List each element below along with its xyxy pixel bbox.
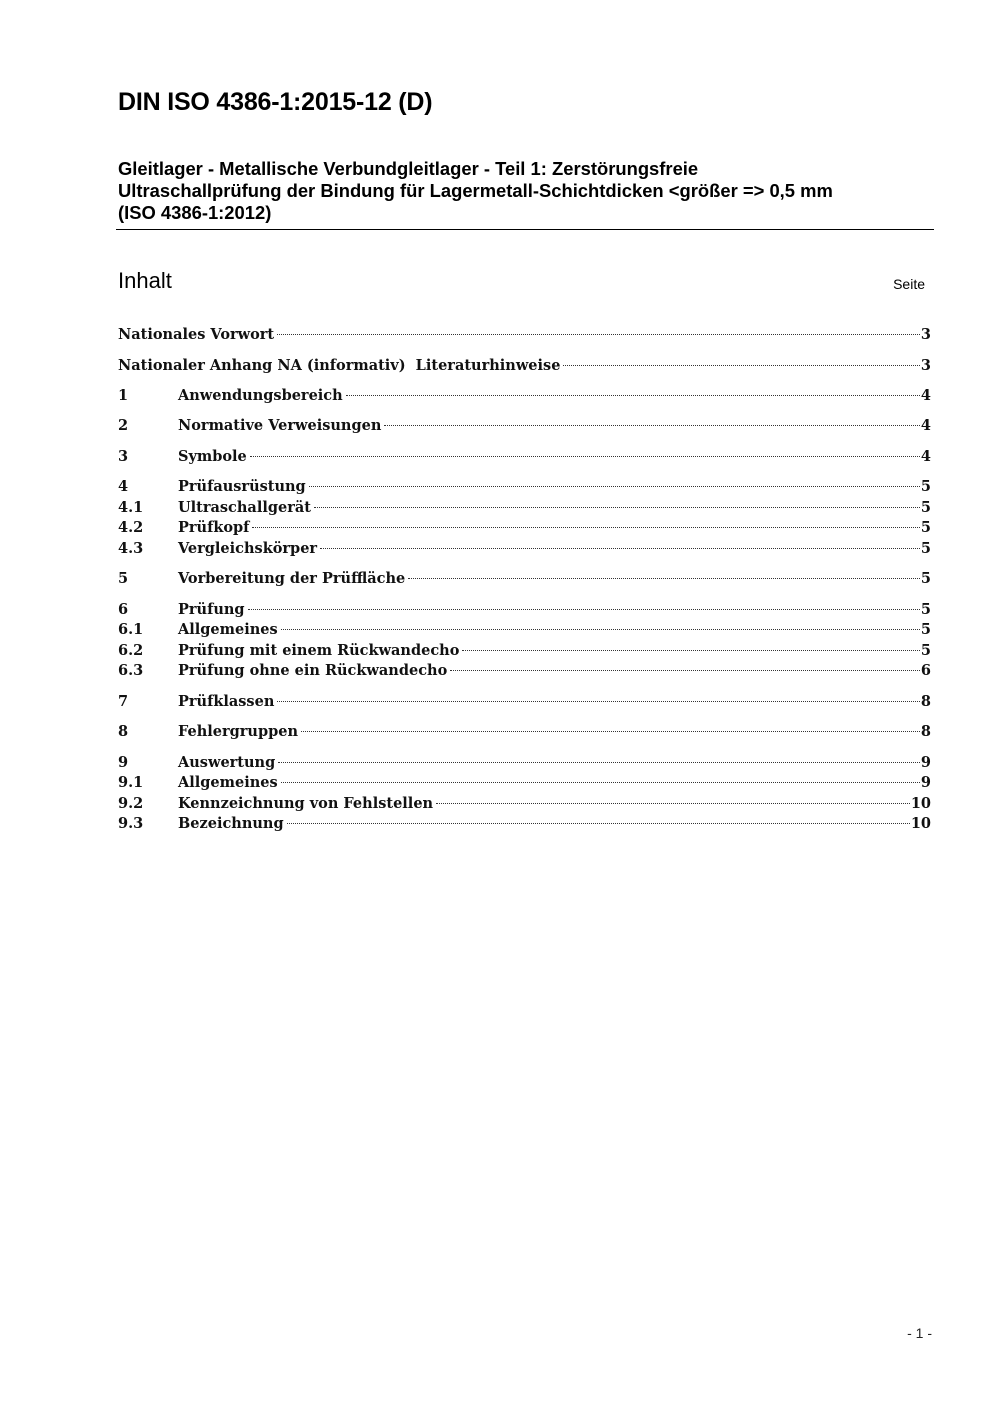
toc-dot-leader xyxy=(462,650,920,651)
subtitle-line: Ultraschallprüfung der Bindung für Lagermetall-Schichtdicken <größer => 0,5 mm xyxy=(118,180,833,201)
toc-entry-label: Bezeichnung xyxy=(178,815,284,832)
toc-entry[interactable] xyxy=(118,416,931,436)
toc-entry-page: 5 xyxy=(920,601,931,618)
toc-heading: Inhalt xyxy=(118,268,172,293)
toc-entry-page: 9 xyxy=(920,774,931,791)
toc-entry-number: 4 xyxy=(118,478,129,495)
toc-entry[interactable] xyxy=(118,794,931,814)
toc-entry-page: 6 xyxy=(920,662,931,679)
document-title: DIN ISO 4386-1:2015-12 (D) xyxy=(118,88,433,116)
toc-entry[interactable] xyxy=(118,773,931,793)
toc-entry-label: Allgemeines xyxy=(178,774,278,791)
toc-entry-number: 1 xyxy=(118,387,129,404)
title-divider xyxy=(116,229,934,230)
toc-entry[interactable] xyxy=(118,386,931,406)
toc-entry[interactable] xyxy=(118,477,931,497)
toc-entry-label: Auswertung xyxy=(178,754,276,771)
toc-dot-leader xyxy=(250,456,920,457)
toc-entry[interactable] xyxy=(118,753,931,773)
toc-entry-page: 10 xyxy=(910,815,931,832)
toc-entry-label: Prüfung ohne ein Rückwandecho xyxy=(178,662,448,679)
toc-entry-label: Prüfkopf xyxy=(178,519,250,536)
toc-dot-leader xyxy=(320,548,920,549)
toc-dot-leader xyxy=(277,701,920,702)
toc-entry-number: 9.3 xyxy=(118,815,144,832)
toc-entry-page: 5 xyxy=(920,642,931,659)
toc-entry-label: Allgemeines xyxy=(178,621,278,638)
toc-entry[interactable] xyxy=(118,325,931,345)
toc-entry-number: 4.3 xyxy=(118,540,144,557)
toc-entry-page: 8 xyxy=(920,693,931,710)
toc-dot-leader xyxy=(450,670,920,671)
toc-entry-page: 5 xyxy=(920,540,931,557)
toc-entry-label: Fehlergruppen xyxy=(178,723,299,740)
toc-entry-label: Nationaler Anhang NA (informativ) Literaturhinweise xyxy=(118,357,561,374)
toc-entry-label: Nationales Vorwort xyxy=(118,326,275,343)
toc-entry-number: 9.1 xyxy=(118,774,144,791)
toc-entry-number: 3 xyxy=(118,448,129,465)
toc-dot-leader xyxy=(408,578,920,579)
toc-entry-number: 9.2 xyxy=(118,795,144,812)
toc-entry-label: Kennzeichnung von Fehlstellen xyxy=(178,795,434,812)
toc-dot-leader xyxy=(281,782,920,783)
toc-entry-number: 6.1 xyxy=(118,621,144,638)
toc-entry[interactable] xyxy=(118,518,931,538)
toc-entry-label: Prüfklassen xyxy=(178,693,275,710)
toc-entry-page: 10 xyxy=(910,795,931,812)
toc-dot-leader xyxy=(309,486,920,487)
toc-entry-page: 4 xyxy=(920,387,931,404)
toc-entry-label: Prüfung mit einem Rückwandecho xyxy=(178,642,460,659)
toc-entry-page: 5 xyxy=(920,621,931,638)
toc-entry-label: Symbole xyxy=(178,448,247,465)
toc-entry-page: 3 xyxy=(920,357,931,374)
toc-dot-leader xyxy=(248,609,920,610)
toc-entry-label: Prüfausrüstung xyxy=(178,478,306,495)
toc-entry-page: 5 xyxy=(920,570,931,587)
toc-entry-label: Normative Verweisungen xyxy=(178,417,382,434)
toc-dot-leader xyxy=(314,507,920,508)
toc-page-column-label: Seite xyxy=(893,276,925,292)
toc-entry-label: Vergleichskörper xyxy=(178,540,318,557)
toc-entry-number: 9 xyxy=(118,754,129,771)
subtitle-line: (ISO 4386-1:2012) xyxy=(118,202,272,223)
toc-dot-leader xyxy=(252,527,919,528)
toc-entry[interactable] xyxy=(118,814,931,834)
toc-entry-page: 5 xyxy=(920,478,931,495)
toc-entry-page: 4 xyxy=(920,417,931,434)
toc-entry-page: 5 xyxy=(920,519,931,536)
document-subtitle xyxy=(118,158,934,224)
toc-entry-label: Anwendungsbereich xyxy=(178,387,343,404)
toc-entry-number: 6.3 xyxy=(118,662,144,679)
toc-dot-leader xyxy=(346,395,920,396)
toc-entry[interactable] xyxy=(118,620,931,640)
toc-entry-page: 4 xyxy=(920,448,931,465)
toc-entry[interactable] xyxy=(118,692,931,712)
toc-entry-number: 6 xyxy=(118,601,129,618)
toc-entry-page: 9 xyxy=(920,754,931,771)
toc-entry-number: 7 xyxy=(118,693,129,710)
toc-entry[interactable] xyxy=(118,447,931,467)
toc-dot-leader xyxy=(563,365,919,366)
toc-entry-page: 8 xyxy=(920,723,931,740)
footer-page-number: - 1 - xyxy=(907,1325,932,1341)
toc-entry[interactable] xyxy=(118,722,931,742)
toc-dot-leader xyxy=(281,629,920,630)
toc-dot-leader xyxy=(287,823,910,824)
toc-entry-page: 5 xyxy=(920,499,931,516)
toc-entry[interactable] xyxy=(118,641,931,661)
toc-dot-leader xyxy=(278,762,920,763)
toc-entry-number: 4.1 xyxy=(118,499,144,516)
toc-entry[interactable] xyxy=(118,569,931,589)
toc-entry[interactable] xyxy=(118,600,931,620)
toc-dot-leader xyxy=(277,334,920,335)
toc-entry[interactable] xyxy=(118,356,931,376)
toc-dot-leader xyxy=(301,731,920,732)
toc-entry-number: 4.2 xyxy=(118,519,144,536)
toc-entry[interactable] xyxy=(118,661,931,681)
subtitle-line: Gleitlager - Metallische Verbundgleitlager - Teil 1: Zerstörungsfreie xyxy=(118,158,699,179)
toc-entry-number: 6.2 xyxy=(118,642,144,659)
toc-entry-label: Prüfung xyxy=(178,601,245,618)
toc-entry-number: 8 xyxy=(118,723,129,740)
toc-dot-leader xyxy=(436,803,910,804)
toc-entry-page: 3 xyxy=(920,326,931,343)
toc-entry[interactable] xyxy=(118,539,931,559)
toc-entry-number: 2 xyxy=(118,417,129,434)
toc-entry-label: Vorbereitung der Prüffläche xyxy=(178,570,406,587)
toc-entry-label: Ultraschallgerät xyxy=(178,499,311,516)
toc-dot-leader xyxy=(384,425,920,426)
toc-entry-number: 5 xyxy=(118,570,129,587)
toc-entry[interactable] xyxy=(118,498,931,518)
